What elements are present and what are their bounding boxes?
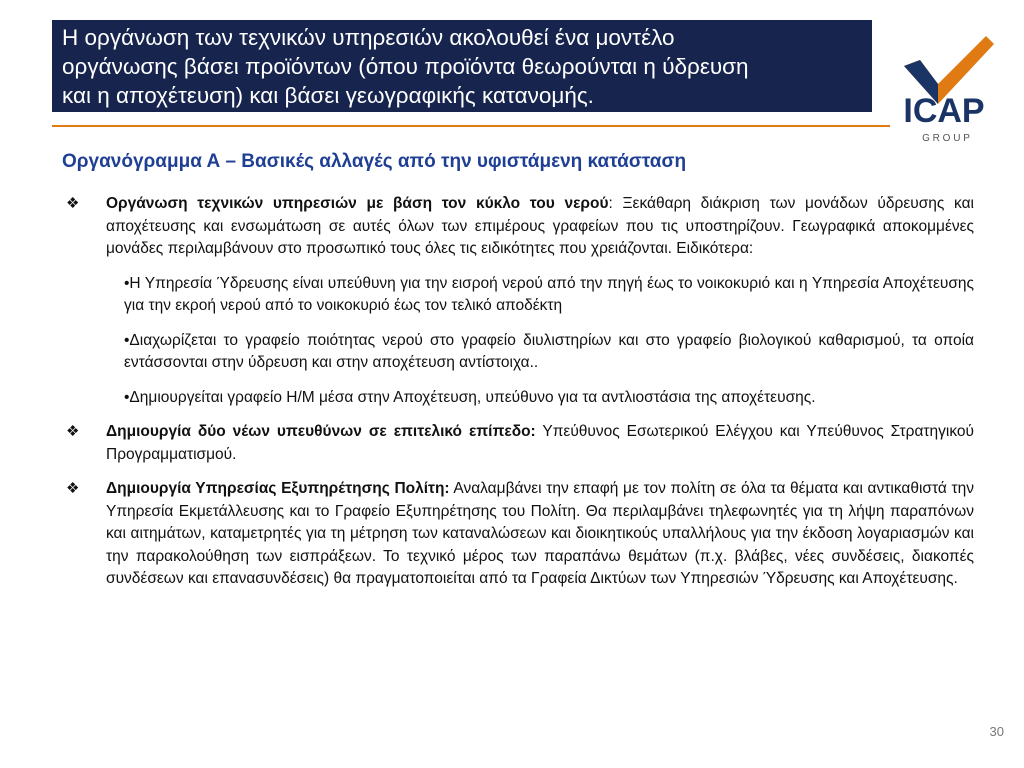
sub-bullet-item: •Διαχωρίζεται το γραφείο ποιότητας νερού στο γραφείο διυλιστηρίων και στο γραφείο βιολογικού καθαρισμού, τα οποία εντάσσονται στην ύδρευση και στην αποχέτευση αντίστοιχα.. [124,331,974,371]
bullet-list [66,193,974,603]
sub-bullet-item: •Δημιουργείται γραφείο Η/Μ μέσα στην Αποχέτευση, υπεύθυνο για τα αντλιοστάσια της αποχέτευσης. [124,388,816,406]
bullet-text: Αναλαμβάνει την επαφή με τον πολίτη σε όλα τα θέματα και αντικαθιστά την Υπηρεσία Εκμετάλλευσης και το Γραφείο Εξυπηρέτησης του Πολίτη. Θα περιλαμβάνει τηλεφωνητές για τη λήψη παραπόνων και αιτημάτων, καταμετρητές για τη μέτρηση των καταναλώσεων και διοικητικούς υπαλλήλους για την έκδοση λογαριασμών και την παρακολούθηση των εισπράξεων. Το τεχνικό μέρος των παραπάνω θεμάτων (π.χ. βλάβες, νέες συνδέσεις, διακοπές συνδέσεων και επανασυνδέσεις) θα πραγματοποιείται από τα Γραφεία Δικτύων των Υπηρεσιών Ύδρευσης και Αποχέτευσης. [106,480,975,587]
diamond-bullet-icon: ❖ [66,195,80,212]
logo-subtext: G R O U P [922,133,970,144]
section-subtitle: Οργανόγραμμα Α – Βασικές αλλαγές από την υφιστάμενη κατάσταση [62,151,687,172]
title-line-3: και η αποχέτευση) και βάσει γεωγραφικής κατανομής. [62,83,594,108]
bullet-item [66,478,974,591]
slide-title [52,20,872,112]
icap-logo [890,22,1000,147]
bullet-heading: Δημιουργία δύο νέων υπευθύνων σε επιτελικό επίπεδο: [106,423,536,440]
page-number: 30 [989,724,1004,739]
bullet-item [66,421,974,466]
sub-bullet-item: •Η Υπηρεσία Ύδρευσης είναι υπεύθυνη για την εισροή νερού από την πηγή έως το νοικοκυριό και η Υπηρεσία Αποχέτευσης για την εκροή νερού από το νοικοκυριό έως τον τελικό αποδέκτη [124,274,974,314]
diamond-bullet-icon: ❖ [66,480,80,497]
title-line-2: οργάνωσης βάσει προϊόντων (όπου προϊόντα θεωρούνται η ύδρευση [62,54,749,79]
bullet-heading: Δημιουργία Υπηρεσίας Εξυπηρέτησης Πολίτη: [106,480,450,497]
bullet-text: Υπεύθυνος Εσωτερικού Ελέγχου και Υπεύθυνος Στρατηγικού Προγραμματισμού. [106,423,974,463]
bullet-item [66,193,974,261]
bullet-heading: Οργάνωση τεχνικών υπηρεσιών με βάση τον κύκλο του νερού [106,195,609,212]
bullet-text: : Ξεκάθαρη διάκριση των μονάδων ύδρευσης και αποχέτευσης και ενσωμάτωση σε αυτές όλων των επιμέρους γραφείων που τις υποστηρίζουν. Γεωγραφικά αποκομμένες μονάδες περιλαμβάνουν στο προσωπικό τους όλες τις ειδικότητες που χρειάζονται. Ειδικότερα: [106,195,974,257]
title-divider [52,125,940,127]
logo-text: ICAP [903,92,985,130]
diamond-bullet-icon: ❖ [66,423,80,440]
title-line-1: Η οργάνωση των τεχνικών υπηρεσιών ακολουθεί ένα μοντέλο [62,25,675,50]
